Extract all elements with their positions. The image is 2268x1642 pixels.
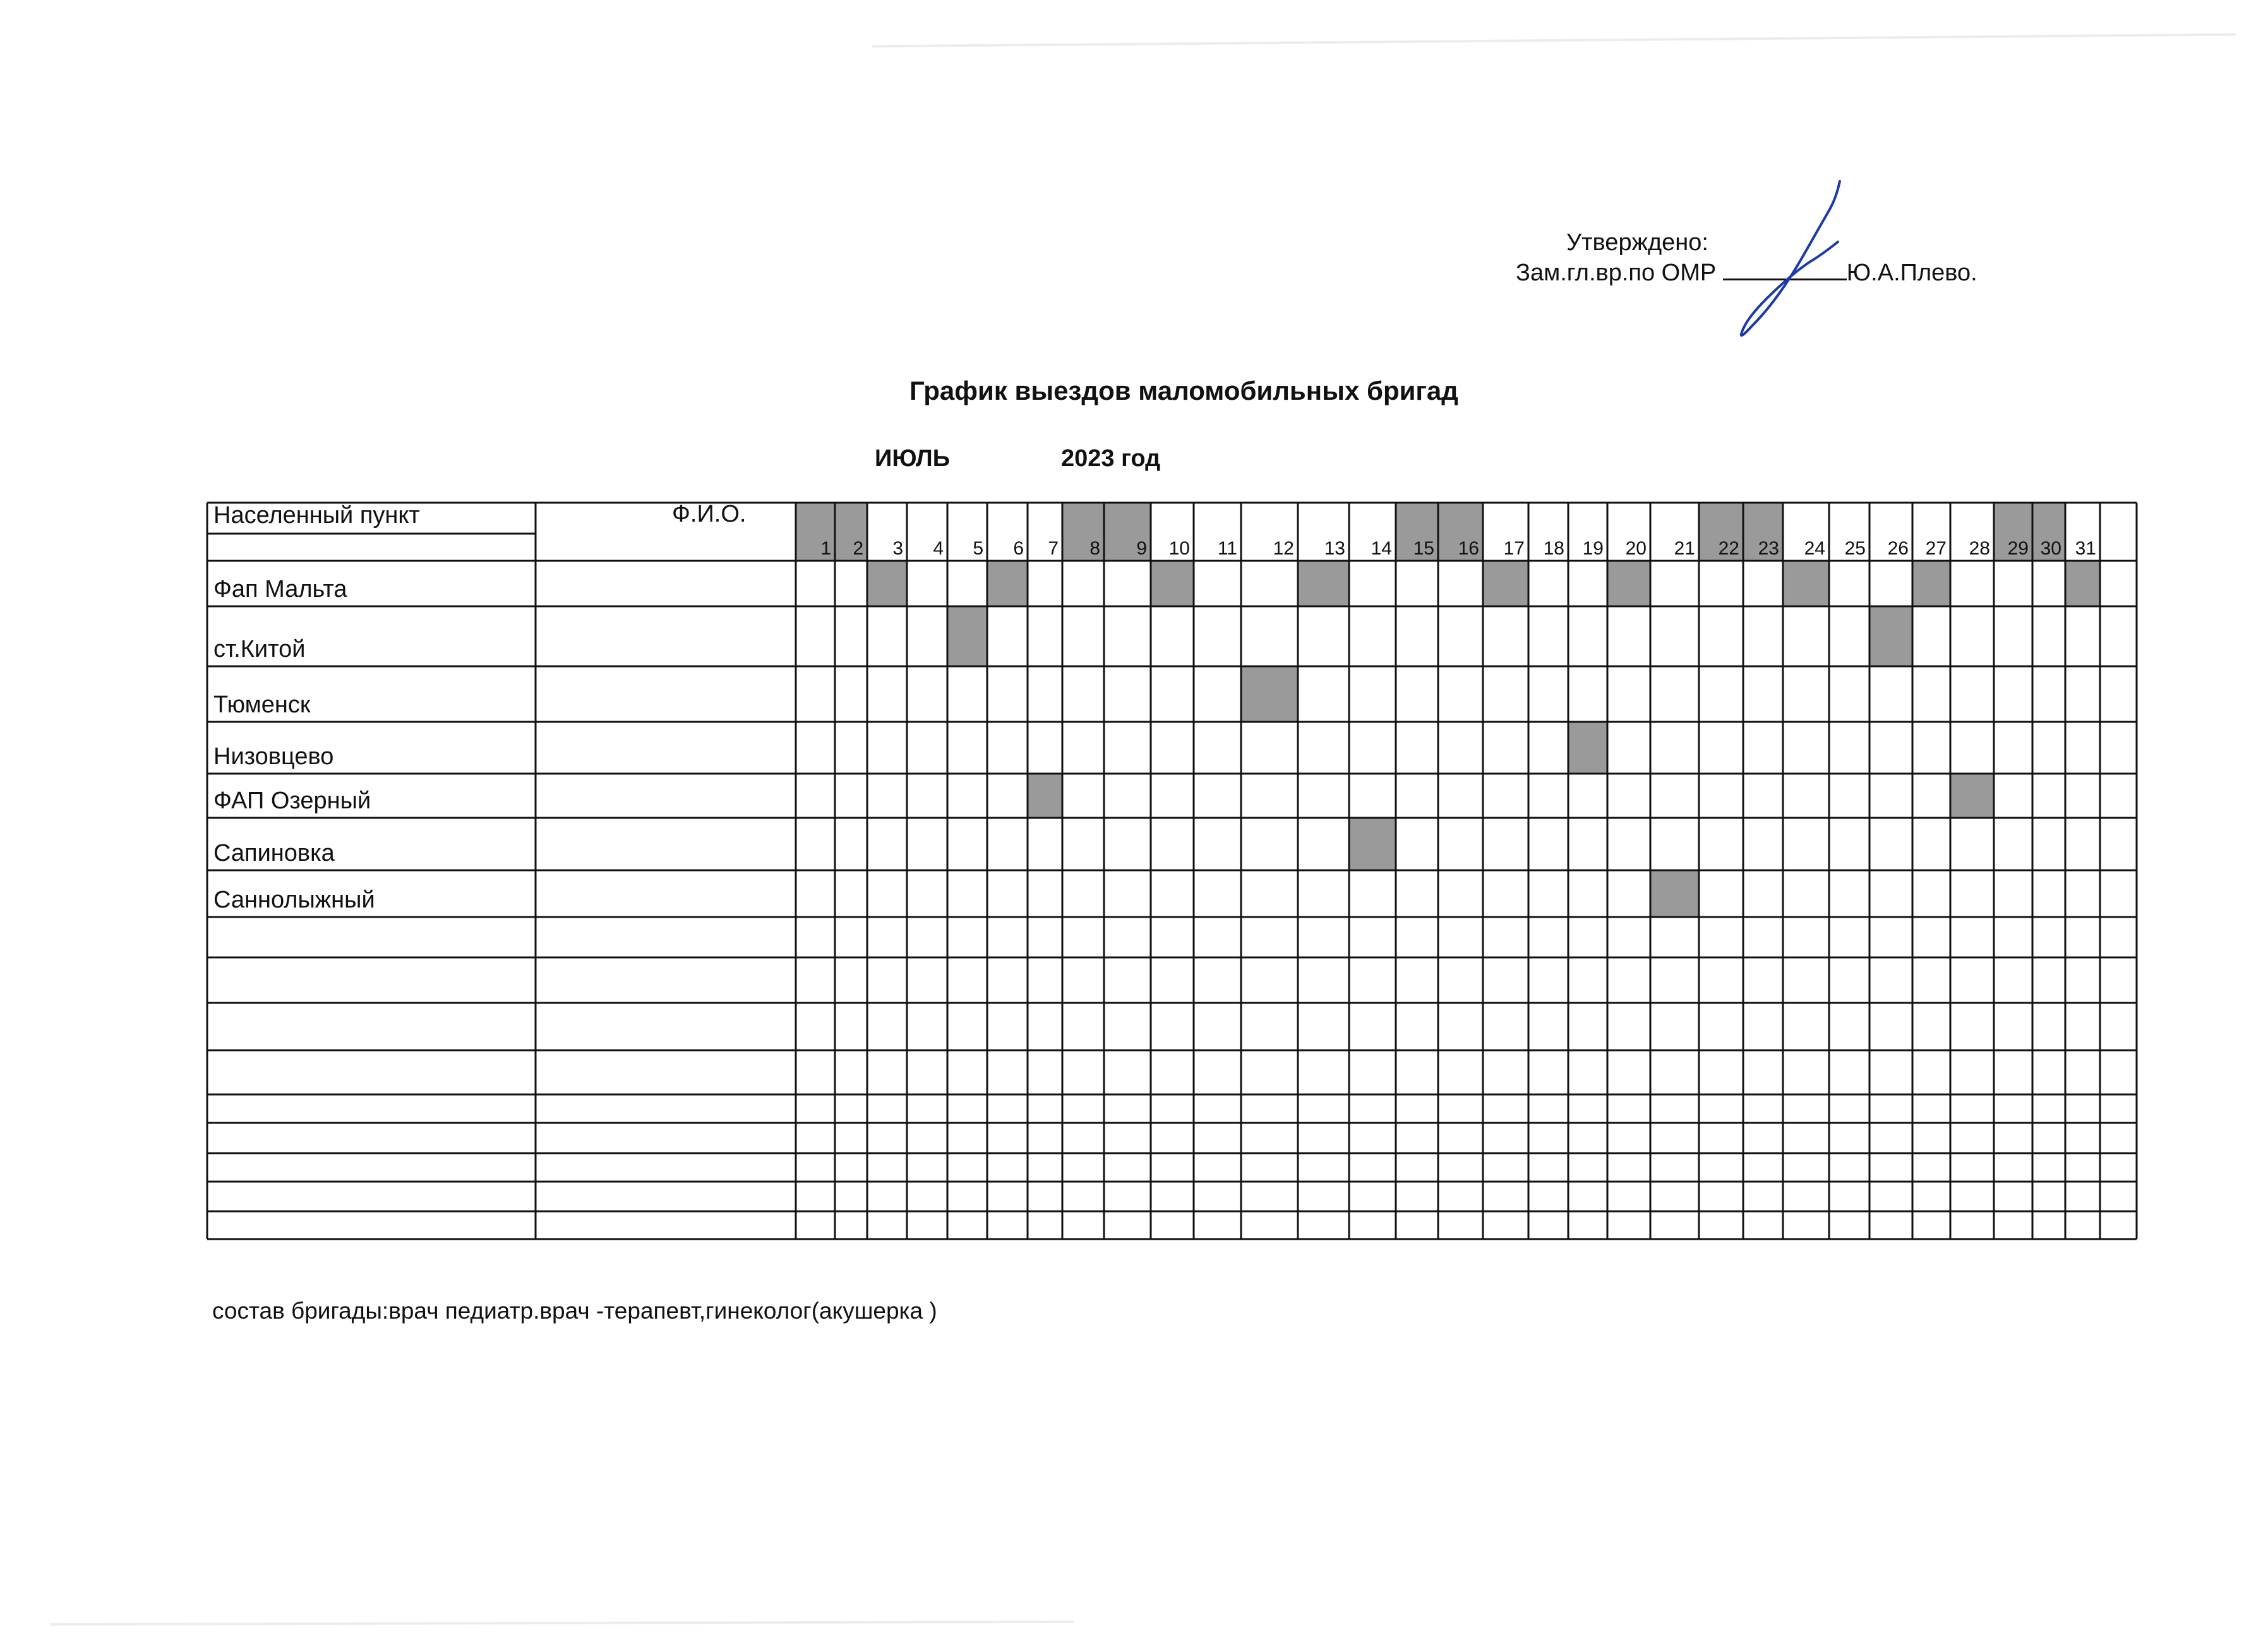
day-number-17: 17 bbox=[1503, 538, 1525, 559]
day-number-5: 5 bbox=[973, 538, 983, 559]
approval-label: Утверждено: bbox=[1566, 229, 1708, 256]
day-number-20: 20 bbox=[1625, 538, 1647, 559]
settlement-label: Сапиновка bbox=[213, 840, 335, 866]
settlement-label: Саннолыжный bbox=[213, 887, 375, 913]
day-number-7: 7 bbox=[1048, 538, 1059, 559]
settlement-label: Тюменск bbox=[213, 692, 311, 718]
day-number-16: 16 bbox=[1458, 538, 1479, 559]
approver-name: Ю.А.Плево. bbox=[1846, 260, 1977, 286]
visit-cell-row-1-day-13 bbox=[1298, 561, 1349, 606]
visit-cell-row-6-day-14 bbox=[1349, 818, 1396, 870]
visit-cell-row-1-day-31 bbox=[2065, 561, 2100, 606]
year-label: 2023 год bbox=[1061, 445, 1161, 472]
day-number-9: 9 bbox=[1136, 538, 1147, 559]
day-number-29: 29 bbox=[2007, 538, 2029, 559]
day-number-25: 25 bbox=[1844, 538, 1866, 559]
visit-cell-row-1-day-27 bbox=[1912, 561, 1950, 606]
day-number-28: 28 bbox=[1969, 538, 1990, 559]
visit-cell-row-1-day-24 bbox=[1783, 561, 1829, 606]
day-number-23: 23 bbox=[1758, 538, 1779, 559]
header-fio: Ф.И.О. bbox=[672, 501, 747, 527]
visit-cell-row-1-day-17 bbox=[1483, 561, 1528, 606]
day-number-6: 6 bbox=[1013, 538, 1024, 559]
day-number-3: 3 bbox=[892, 538, 903, 559]
day-number-12: 12 bbox=[1273, 538, 1294, 559]
visit-cell-row-1-day-10 bbox=[1151, 561, 1194, 606]
day-number-2: 2 bbox=[853, 538, 863, 559]
day-number-14: 14 bbox=[1371, 538, 1392, 559]
header-settlement: Населенный пункт bbox=[213, 502, 420, 529]
day-number-18: 18 bbox=[1543, 538, 1564, 559]
month-label: ИЮЛЬ bbox=[875, 445, 951, 472]
day-number-30: 30 bbox=[2040, 538, 2061, 559]
settlement-label: Низовцево bbox=[213, 743, 334, 770]
visit-cell-row-1-day-6 bbox=[987, 561, 1028, 606]
brigade-composition-note: состав бригады:врач педиатр.врач -терапевт,гинеколог(акушерка ) bbox=[212, 1298, 937, 1324]
day-number-27: 27 bbox=[1925, 538, 1947, 559]
visit-cell-row-4-day-19 bbox=[1568, 722, 1607, 774]
day-number-31: 31 bbox=[2075, 538, 2096, 559]
approver-position: Зам.гл.вр.по ОМР bbox=[1516, 260, 1717, 286]
visit-cell-row-5-day-7 bbox=[1028, 774, 1062, 818]
visit-cell-row-5-day-28 bbox=[1950, 774, 1994, 818]
visit-cell-row-7-day-21 bbox=[1650, 870, 1699, 917]
visit-cell-row-2-day-5 bbox=[947, 606, 987, 666]
day-number-10: 10 bbox=[1168, 538, 1190, 559]
visit-cell-row-1-day-20 bbox=[1607, 561, 1650, 606]
day-number-24: 24 bbox=[1804, 538, 1825, 559]
visit-cell-row-2-day-26 bbox=[1869, 606, 1912, 666]
settlement-label: Фап Мальта bbox=[213, 576, 347, 602]
day-number-1: 1 bbox=[820, 538, 831, 559]
visit-cell-row-3-day-12 bbox=[1241, 666, 1298, 722]
day-number-21: 21 bbox=[1674, 538, 1695, 559]
day-number-11: 11 bbox=[1217, 538, 1237, 559]
day-number-22: 22 bbox=[1718, 538, 1739, 559]
day-number-13: 13 bbox=[1324, 538, 1345, 559]
day-number-15: 15 bbox=[1413, 538, 1434, 559]
day-number-19: 19 bbox=[1582, 538, 1604, 559]
settlement-label: ст.Китой bbox=[213, 636, 306, 662]
day-number-8: 8 bbox=[1089, 538, 1100, 559]
settlement-label: ФАП Озерный bbox=[213, 788, 371, 814]
day-number-4: 4 bbox=[933, 538, 944, 559]
visit-cell-row-1-day-3 bbox=[867, 561, 907, 606]
document-title: График выездов маломобильных бригад bbox=[909, 376, 1458, 405]
day-number-26: 26 bbox=[1887, 538, 1909, 559]
